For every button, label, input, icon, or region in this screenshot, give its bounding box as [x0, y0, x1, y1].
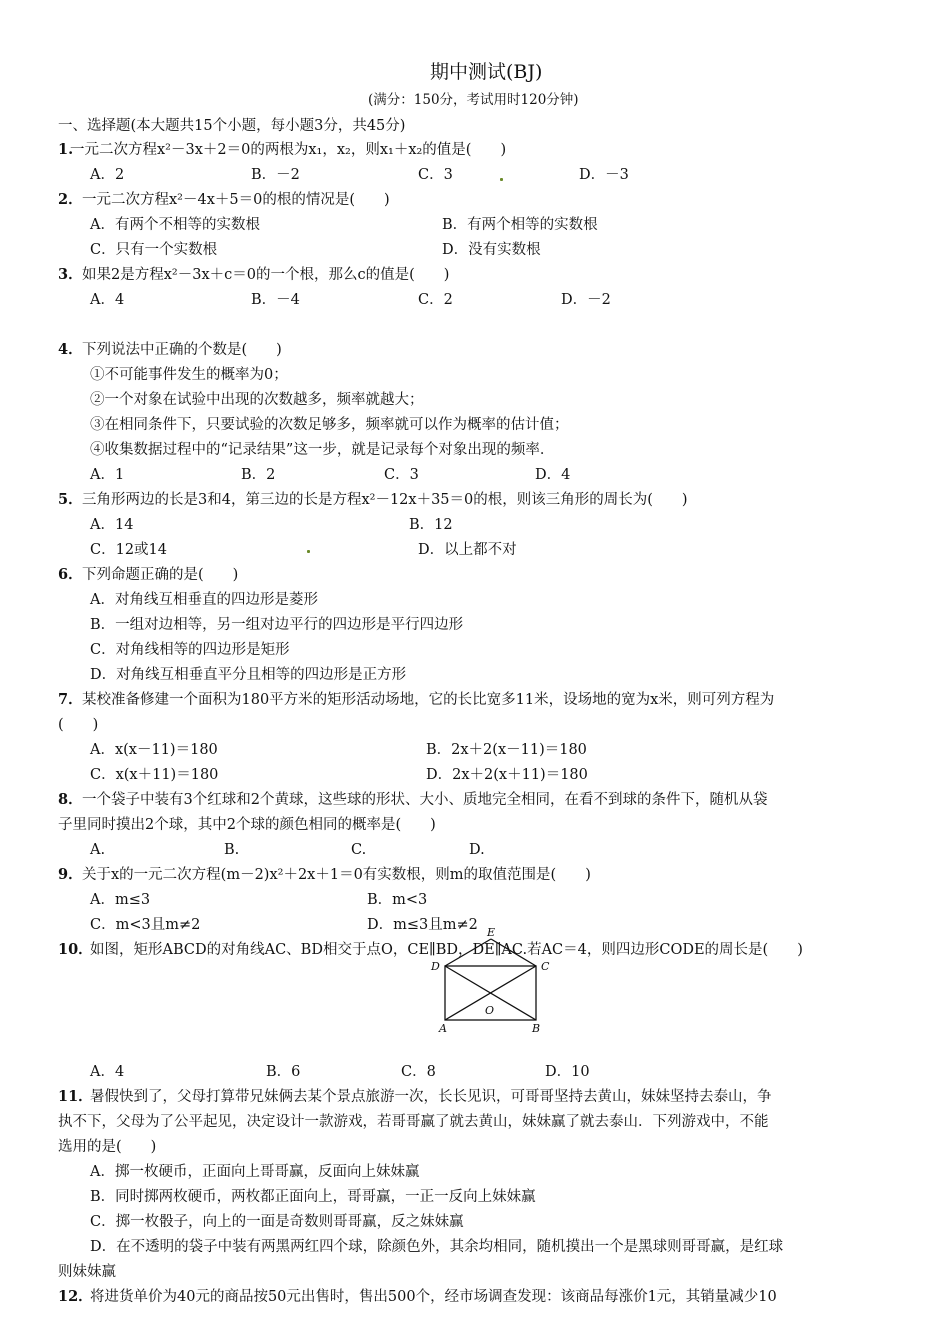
page-title: 期中测试(BJ) [430, 61, 543, 83]
option-c: C．m<3且m≠2 [90, 917, 201, 933]
label-b: B [532, 1022, 541, 1035]
question-stem: 一元二次方程x²－4x＋5＝0的根的情况是( ) [82, 192, 390, 208]
question-stem: 某校准备修建一个面积为180平方米的矩形活动场地，它的长比宽多11米，设场地的宽为x米，则可列方程为 [82, 692, 775, 708]
option-c: C. [351, 842, 367, 858]
option-a: A．4 [90, 292, 125, 308]
label-a: A [439, 1022, 447, 1035]
option-b: B．2x＋2(x－11)＝180 [426, 742, 587, 758]
option-a: A．m≤3 [90, 892, 151, 908]
option-b: B．2 [241, 467, 276, 483]
option-d: D．4 [535, 467, 571, 483]
option-b: B．12 [409, 517, 453, 533]
option-b: B．－2 [251, 167, 300, 183]
statement-2: ②一个对象在试验中出现的次数越多，频率就越大； [90, 392, 424, 408]
option-d: D．－2 [561, 292, 611, 308]
option-b: B．6 [266, 1064, 301, 1080]
option-d: D．10 [545, 1064, 590, 1080]
question-number: 9． [58, 866, 83, 883]
question-stem: 下列命题正确的是( ) [82, 567, 239, 583]
option-d-cont: 则妹妹赢 [58, 1264, 116, 1280]
question-number: 11． [58, 1088, 93, 1105]
option-a: A．有两个不相等的实数根 [90, 217, 260, 233]
question-stem: 暑假快到了，父母打算带兄妹俩去某个景点旅游一次，长长见识，可哥哥坚持去黄山，妹妹坚持去泰山，争 [90, 1089, 772, 1105]
option-a: A．掷一枚硬币，正面向上哥哥赢，反面向上妹妹赢 [90, 1164, 420, 1180]
option-c: C．掷一枚骰子，向上的一面是奇数则哥哥赢，反之妹妹赢 [90, 1214, 464, 1230]
question-number: 5． [58, 491, 83, 508]
option-a: A．4 [90, 1064, 125, 1080]
segment-de [445, 939, 491, 966]
label-e: E [487, 926, 496, 939]
question-number: 7． [58, 691, 83, 708]
question-stem-cont: 执不下，父母为了公平起见，决定设计一款游戏，若哥哥赢了就去黄山，妹妹赢了就去泰山．下列游戏中，不能 [58, 1114, 769, 1130]
option-b: B．m<3 [367, 892, 428, 908]
segment-ce [491, 939, 536, 966]
question-number: 10． [58, 941, 93, 958]
option-c: C．x(x＋11)＝180 [90, 767, 219, 783]
question-stem: 一元二次方程x²－3x＋2＝0的两根为x₁，x₂，则x₁＋x₂的值是( ) [70, 142, 507, 158]
option-b: B．有两个相等的实数根 [442, 217, 598, 233]
question-number: 4． [58, 341, 83, 358]
option-c: C．3 [384, 467, 419, 483]
question-stem: 如果2是方程x²－3x＋c＝0的一个根，那么c的值是( ) [82, 267, 450, 283]
option-a: A．2 [90, 167, 125, 183]
statement-1: ①不可能事件发生的概率为0； [90, 367, 288, 383]
question-number: 2． [58, 191, 83, 208]
question-stem: 如图，矩形ABCD的对角线AC、BD相交于点O，CE∥BD，DE∥AC.若AC＝4，则四边形CODE的周长是( ) [90, 942, 803, 958]
option-c: C．2 [418, 292, 453, 308]
option-c: C．3 [418, 167, 453, 183]
label-o: O [485, 1004, 495, 1017]
option-d: D．没有实数根 [442, 242, 541, 258]
scan-speck [307, 550, 310, 553]
option-c: C．只有一个实数根 [90, 242, 218, 258]
label-c: C [541, 960, 550, 973]
option-c: C．8 [401, 1064, 436, 1080]
question-stem: 将进货单价为40元的商品按50元出售时，售出500个，经市场调查发现：该商品每涨价1元，其销量减少10 [90, 1289, 777, 1305]
question-number: 3． [58, 266, 83, 283]
option-b: B．－4 [251, 292, 300, 308]
question-stem: 下列说法中正确的个数是( ) [82, 342, 282, 358]
option-d: D．m≤3且m≠2 [367, 917, 478, 933]
option-d: D．2x＋2(x＋11)＝180 [426, 767, 588, 783]
question-number: 12． [58, 1288, 93, 1305]
page-subtitle: (满分：150分，考试用时120分钟) [368, 92, 579, 108]
option-d: D. [469, 842, 485, 858]
option-d: D．在不透明的袋子中装有两黑两红四个球，除颜色外，其余均相同，随机摸出一个是黑球则哥哥赢，是红球 [90, 1239, 784, 1255]
question-stem: 一个袋子中装有3个红球和2个黄球，这些球的形状、大小、质地完全相同，在看不到球的条件下，随机从袋 [82, 792, 768, 808]
question-stem-cont: ( ) [58, 717, 99, 733]
question-number: 1. [58, 141, 74, 158]
option-a: A．x(x－11)＝180 [90, 742, 218, 758]
option-b: B．一组对边相等，另一组对边平行的四边形是平行四边形 [90, 617, 464, 633]
option-d: D．－3 [579, 167, 629, 183]
question-stem: 关于x的一元二次方程(m－2)x²＋2x＋1＝0有实数根，则m的取值范围是( ) [82, 867, 591, 883]
rectangle-diagram [426, 926, 558, 1036]
option-b: B．同时掷两枚硬币，两枚都正面向上，哥哥赢，一正一反向上妹妹赢 [90, 1189, 536, 1205]
option-c: C．12或14 [90, 542, 167, 558]
option-a: A．14 [90, 517, 134, 533]
option-b: B. [224, 842, 240, 858]
question-stem: 三角形两边的长是3和4，第三边的长是方程x²－12x＋35＝0的根，则该三角形的周长为( ) [82, 492, 688, 508]
option-a: A．1 [90, 467, 125, 483]
option-c: C．对角线相等的四边形是矩形 [90, 642, 290, 658]
question-stem-cont: 选用的是( ) [58, 1139, 157, 1155]
question-stem-cont: 子里同时摸出2个球，其中2个球的颜色相同的概率是( ) [58, 817, 436, 833]
label-d: D [431, 960, 440, 973]
option-a: A．对角线互相垂直的四边形是菱形 [90, 592, 318, 608]
option-d: D．以上都不对 [418, 542, 517, 558]
question-number: 8． [58, 791, 83, 808]
statement-3: ③在相同条件下，只要试验的次数足够多，频率就可以作为概率的估计值； [90, 417, 569, 433]
scan-speck [500, 178, 503, 181]
statement-4: ④收集数据过程中的“记录结果”这一步，就是记录每个对象出现的频率． [90, 442, 555, 458]
section-heading: 一、选择题(本大题共15个小题，每小题3分，共45分) [58, 118, 406, 134]
question-number: 6． [58, 566, 83, 583]
option-d: D．对角线互相垂直平分且相等的四边形是正方形 [90, 667, 407, 683]
option-a: A. [90, 842, 106, 858]
